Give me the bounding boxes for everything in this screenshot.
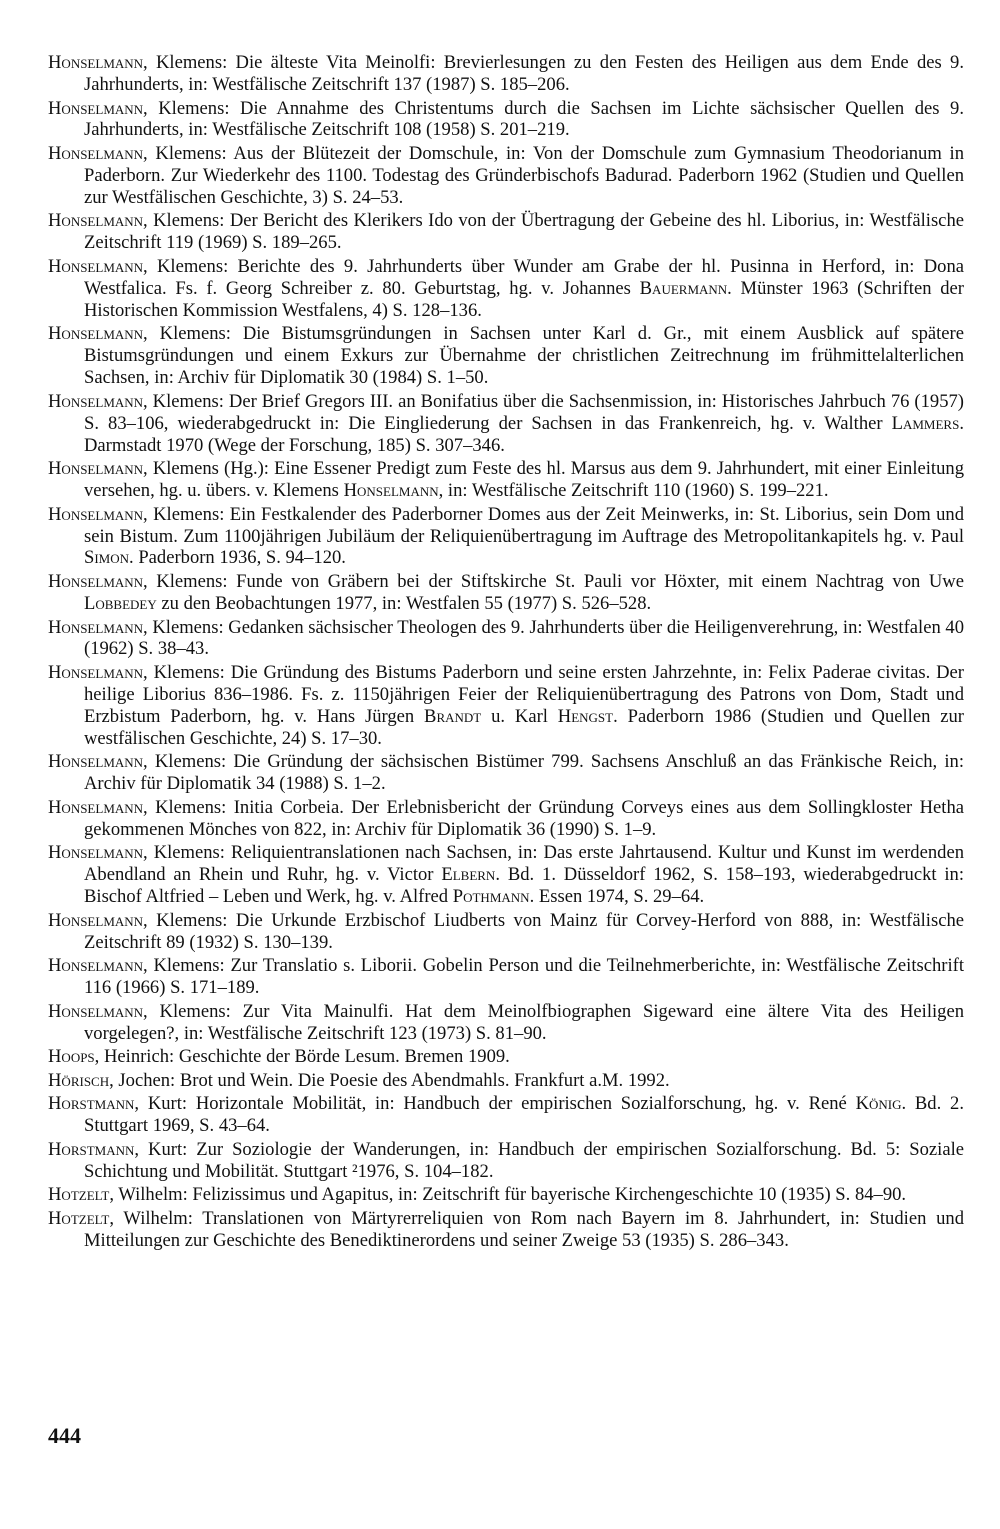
entry-text: , Wilhelm: Translationen von Märtyrerreliquien von Rom nach Bayern im 8. Jahrhundert, in: Studien und Mitteilungen zur Geschichte des Benediktinerordens und seiner Zweige 53 (1935) S. 286–343. [84,1208,964,1251]
bibliography-entry [48,1046,964,1068]
entry-text: , Klemens: Zur Translatio s. Liborii. Gobelin Person und die Teilnehmerberichte, in: Westfälische Zeitschrift 116 (1966) S. 171–189. [84,955,964,999]
bibliography-entry [48,210,964,254]
entry-text: . Essen 1974, S. 29–64. [529,886,705,908]
bibliography-entry [48,910,964,954]
entry-author: Honselmann [48,796,144,818]
entry-name: König [855,1093,902,1115]
entry-author: Hotzelt [48,1208,110,1230]
bibliography-entry [48,797,964,841]
entry-author: Hoops [48,1046,95,1068]
entry-author: Hörisch [48,1069,110,1091]
entry-author: Honselmann [48,458,144,480]
bibliography-list [48,52,964,1252]
entry-text: , Klemens (Hg.): Eine Essener Predigt zum Feste des hl. Marsus aus dem 9. Jahrhundert, mit einer Einleitung versehen, hg. u. übers. v. Klemens [84,458,964,502]
entry-author: Honselmann [48,1000,144,1022]
bibliography-entry [48,256,964,322]
bibliography-entry [48,955,964,999]
bibliography-entry [48,842,964,908]
bibliography-entry [48,52,964,96]
entry-text: , Kurt: Horizontale Mobilität, in: Handbuch der empirischen Sozialforschung, hg. v. René [134,1093,856,1115]
bibliography-entry [48,751,964,795]
entry-text: u. Karl [481,705,558,727]
entry-text: , Klemens: Der Bericht des Klerikers Ido von der Übertragung der Gebeine des hl. Liborius, in: Westfälische Zeitschrift 119 (1969) S. 189–265. [84,210,964,254]
bibliography-entry [48,391,964,457]
entry-author: Honselmann [48,143,144,164]
entry-author: Honselmann [48,955,144,977]
entry-name: Elbern [441,864,496,886]
entry-name: Bauermann [639,277,728,299]
entry-author: Honselmann [48,751,144,773]
entry-author: Honselmann [48,616,144,638]
entry-name: Simon [84,547,130,569]
bibliography-entry [48,323,964,389]
bibliography-entry [48,98,964,142]
entry-author: Honselmann [48,503,144,525]
entry-text: , Klemens: Die älteste Vita Meinolfi: Brevierlesungen zu den Festen des Heiligen aus dem Ende des 9. Jahrhunderts, in: Westfälische Zeitschrift 137 (1987) S. 185–206. [84,52,964,95]
entry-author: Honselmann [48,842,144,864]
bibliography-entry [48,571,964,615]
bibliography-entry [48,617,964,661]
bibliography-entry [48,504,964,570]
entry-author: Honselmann [48,662,144,684]
entry-text: . Darmstadt 1970 (Wege der Forschung, 185) S. 307–346. [84,412,964,456]
entry-text: , in: Westfälische Zeitschrift 110 (1960) S. 199–221. [438,480,829,502]
entry-name: Lobbedey [84,592,157,614]
entry-text: , Klemens: Zur Vita Mainulfi. Hat dem Meinolfbiographen Sigeward eine ältere Vita des Heiligen vorgelegen?, in: Westfälische Zeitschrift 123 (1973) S. 81–90. [84,1000,964,1044]
entry-text: , Klemens: Der Brief Gregors III. an Bonifatius über die Sachsenmission, in: Historisches Jahrbuch 76 (1957) S. 83–106, wiederabgedruckt in: Die Eingliederung der Sachsen in das Frankenreich, hg. v. Walther [84,390,964,434]
entry-name: Lammers [891,412,960,434]
bibliography-entry [48,1184,964,1206]
entry-text: , Wilhelm: Felizissimus und Agapitus, in: Zeitschrift für bayerische Kirchengeschichte 10 (1935) S. 84–90. [109,1184,907,1206]
entry-name: Hengst [557,705,614,727]
entry-text: , Jochen: Brot und Wein. Die Poesie des Abendmahls. Frankfurt a.M. 1992. [109,1069,670,1091]
entry-author: Horstmann [48,1093,135,1115]
entry-author: Honselmann [48,909,144,931]
entry-text: , Klemens: Die Gründung des Bistums Paderborn und seine ersten Jahrzehnte, in: Felix Paderae civitas. Der heilige Liborius 836–1986. Fs. z. 1150jährigen Feier der Reliquienübertragung des Patrons von Dom, Stadt und Erzbistum Paderborn, hg. v. Hans Jürgen [84,662,964,727]
entry-text: , Klemens: Die Gründung der sächsischen Bistümer 799. Sachsens Anschluß an das Fränkische Reich, in: Archiv für Diplomatik 34 (1988) S. 1–2. [84,751,964,795]
entry-text: zu den Beobachtungen 1977, in: Westfalen 55 (1977) S. 526–528. [156,592,652,614]
entry-author: Hotzelt [48,1184,110,1206]
bibliography-entry [48,1070,964,1092]
bibliography-entry [48,143,964,209]
entry-text: , Kurt: Zur Soziologie der Wanderungen, in: Handbuch der empirischen Sozialforschung. Bd. 5: Soziale Schichtung und Mobilität. Stuttgart ²1976, S. 104–182. [84,1138,964,1182]
bibliography-entry [48,1093,964,1137]
entry-author: Honselmann [48,571,144,593]
entry-text: , Klemens: Initia Corbeia. Der Erlebnisbericht der Gründung Corveys eines aus dem Sollingkloster Hetha gekommenen Mönches von 822, in: Archiv für Diplomatik 36 (1990) S. 1–9. [84,796,964,840]
entry-text: . Bd. 2. Stuttgart 1969, S. 43–64. [84,1093,964,1137]
entry-text: , Klemens: Funde von Gräbern bei der Stiftskirche St. Pauli vor Höxter, mit einem Nachtrag von Uwe [143,571,964,593]
entry-text: , Heinrich: Geschichte der Börde Lesum. Bremen 1909. [94,1046,510,1068]
page-number: 444 [48,1423,81,1448]
entry-text: . Paderborn 1936, S. 94–120. [129,547,346,569]
entry-author: Honselmann [48,255,144,277]
entry-text: , Klemens: Die Annahme des Christentums durch die Sachsen im Lichte sächsischer Quellen des 9. Jahrhunderts, in: Westfälische Zeitschrift 108 (1958) S. 201–219. [84,97,964,141]
entry-author: Horstmann [48,1138,135,1160]
entry-author: Honselmann [48,323,144,345]
entry-text: , Klemens: Ein Festkalender des Paderborner Domes aus der Zeit Meinwerks, in: St. Liborius, sein Dom und sein Bistum. Zum 1100jährigen Jubiläum der Reliquienübertragung im Auftrage des Metropolitankapitels hg. v. Paul [84,503,964,547]
bibliography-entry [48,458,964,502]
entry-text: . Münster 1963 (Schriften der Historischen Kommission Westfalens, 4) S. 128–136. [84,277,964,321]
entry-text: , Klemens: Aus der Blütezeit der Domschule, in: Von der Domschule zum Gymnasium Theodorianum in Paderborn. Zur Wiederkehr des 1100. Todestag des Gründerbischofs Badurad. Paderborn 1962 (Studien und Quellen zur Westfälischen Geschichte, 3) S. 24–53. [84,143,964,208]
bibliography-entry [48,1208,964,1252]
entry-text: , Klemens: Gedanken sächsischer Theologen des 9. Jahrhunderts über die Heiligenverehrung, in: Westfalen 40 (1962) S. 38–43. [84,616,964,660]
entry-name: Brandt [424,705,482,727]
entry-text: , Klemens: Die Bistumsgründungen in Sachsen unter Karl d. Gr., mit einem Ausblick auf spätere Bistumsgründungen und einem Exkurs zur Übernahme der christlichen Zeitrechnung im frühmittelalterlichen Sachsen, in: Archiv für Diplomatik 30 (1984) S. 1–50. [84,323,964,389]
entry-text: , Klemens: Reliquientranslationen nach Sachsen, in: Das erste Jahrtausend. Kultur und Kunst im werdenden Abendland an Rhein und Ruhr, hg. v. Victor [84,842,964,886]
bibliography-entry [48,1001,964,1045]
bibliography-entry [48,662,964,750]
entry-text: , Klemens: Die Urkunde Erzbischof Liudberts von Mainz für Corvey-Herford von 888, in: Westfälische Zeitschrift 89 (1932) S. 130–139. [84,909,964,953]
bibliography-entry [48,1139,964,1183]
entry-author: Honselmann [48,52,144,73]
entry-text: . Paderborn 1986 (Studien und Quellen zur westfälischen Geschichte, 24) S. 17–30. [84,705,964,749]
entry-author: Honselmann [48,210,144,232]
entry-text: , Klemens: Berichte des 9. Jahrhunderts über Wunder am Grabe der hl. Pusinna in Herford, in: Dona Westfalica. Fs. f. Georg Schreiber z. 80. Geburtstag, hg. v. Johannes [84,255,964,299]
entry-author: Honselmann [48,390,144,412]
entry-text: . Bd. 1. Düsseldorf 1962, S. 158–193, wiederabgedruckt in: Bischof Altfried – Leben und Werk, hg. v. Alfred [84,864,965,908]
entry-author: Honselmann [48,97,144,119]
entry-name: Pothmann [452,886,530,908]
bibliography-page [48,52,964,1254]
entry-name: Honselmann [343,480,439,502]
